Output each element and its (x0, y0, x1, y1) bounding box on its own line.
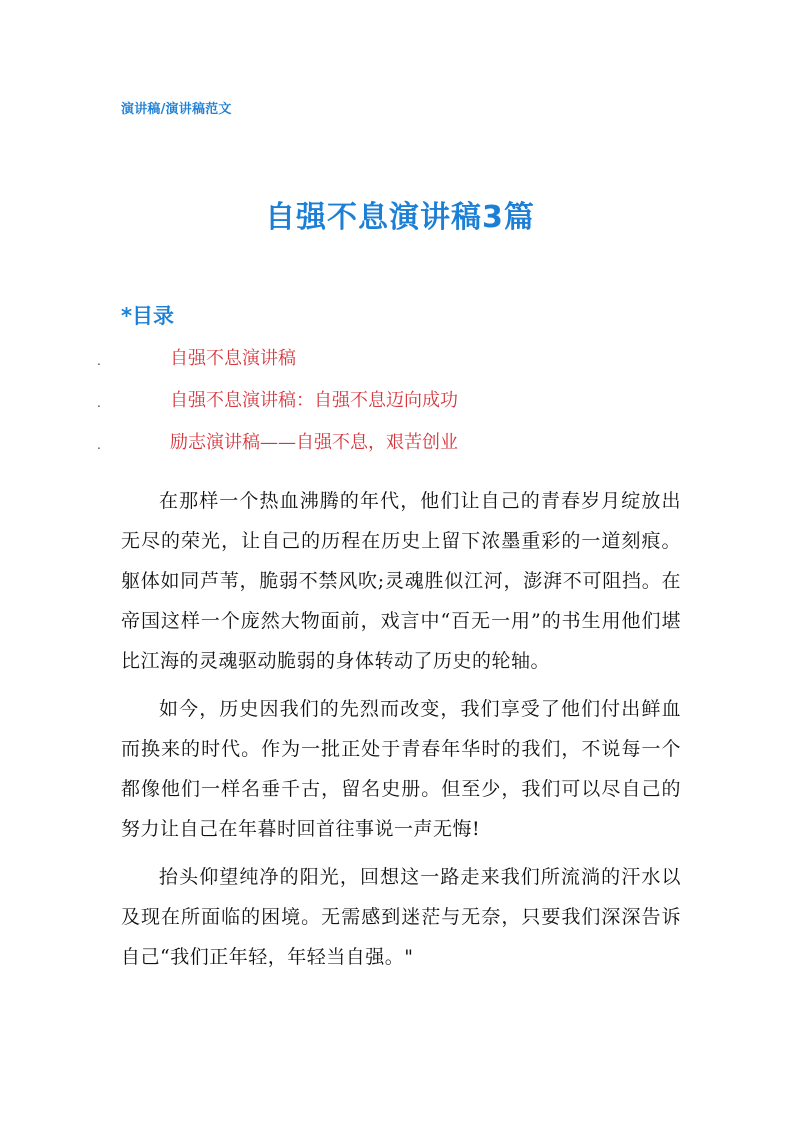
article-body (121, 481, 681, 985)
paragraph-3: 抬头仰望纯净的阳光，回想这一路走来我们所流淌的汗水以及现在所面临的困境。无需感到迷茫与无奈，只要我们深深告诉自己“我们正年轻，年轻当自强。" (121, 866, 681, 968)
table-of-contents (0, 344, 800, 470)
toc-item (0, 386, 800, 428)
toc-link-3[interactable]: 励志演讲稿——自强不息，艰苦创业 (170, 432, 458, 453)
toc-link-2[interactable]: 自强不息演讲稿：自强不息迈向成功 (170, 390, 458, 411)
toc-item (0, 428, 800, 470)
toc-item (0, 344, 800, 386)
toc-link-1[interactable]: 自强不息演讲稿 (170, 348, 296, 369)
page-title: 自强不息演讲稿3篇 (265, 200, 535, 235)
toc-bullet: . (97, 354, 101, 368)
toc-heading: *目录 (121, 304, 174, 328)
toc-bullet: . (97, 438, 101, 452)
breadcrumb[interactable]: 演讲稿/演讲稿范文 (121, 102, 232, 117)
toc-bullet: . (97, 396, 101, 410)
paragraph-1: 在那样一个热血沸腾的年代，他们让自己的青春岁月绽放出无尽的荣光，让自己的历程在历史上留下浓墨重彩的一道刻痕。躯体如同芦苇，脆弱不禁风吹;灵魂胜似江河，澎湃不可阻挡。在帝国这样一个庞然大物面前，戏言中“百无一用”的书生用他们堪比江海的灵魂驱动脆弱的身体转动了历史的轮轴。 (121, 490, 681, 672)
paragraph-2: 如今，历史因我们的先烈而改变，我们享受了他们付出鲜血而换来的时代。作为一批正处于青春年华时的我们，不说每一个都像他们一样名垂千古，留名史册。但至少，我们可以尽自己的努力让自己在年暮时回首往事说一声无悔! (121, 698, 681, 840)
